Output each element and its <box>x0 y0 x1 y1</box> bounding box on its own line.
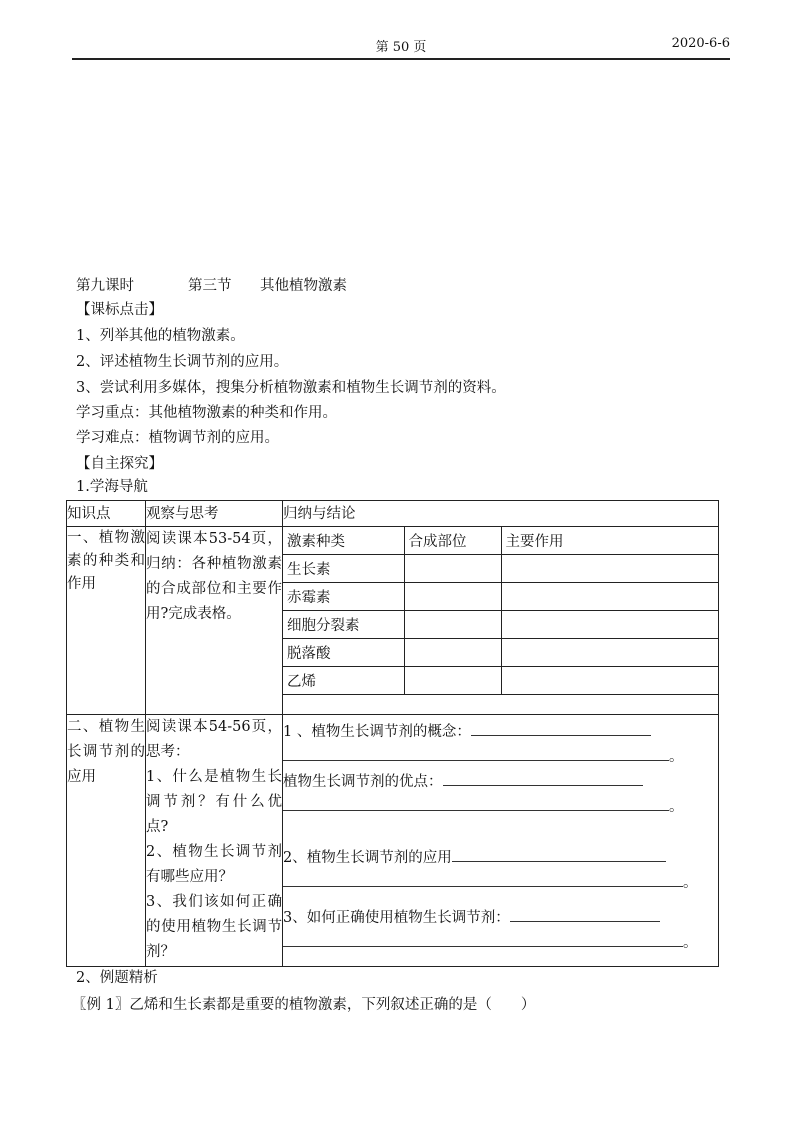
difficult-point: 学习难点：植物调节剂的应用。 <box>76 430 279 446</box>
observe-intro: 阅读课本54-56页，思考： <box>146 719 282 760</box>
advantage-blank[interactable] <box>443 769 643 786</box>
objective-2: 2、评述植物生长调节剂的应用。 <box>76 354 289 370</box>
hormone-table <box>283 527 718 695</box>
header-observe: 观察与思考 <box>146 501 283 527</box>
explore-heading: 【自主探究】 <box>76 456 163 472</box>
answer-line <box>283 930 718 955</box>
answer-line <box>283 794 718 819</box>
page-header <box>72 8 730 60</box>
concept-blank-2[interactable] <box>283 744 669 761</box>
objective-1: 1、列举其他的植物激素。 <box>76 328 245 344</box>
blank-cell[interactable] <box>404 583 501 611</box>
question-2: 2、植物生长调节剂有哪些应用？ <box>146 844 282 885</box>
blank-cell[interactable] <box>501 583 718 611</box>
blank-cell[interactable] <box>404 639 501 667</box>
advantage-label: 植物生长调节剂的优点： <box>283 774 443 790</box>
answer-line <box>283 744 718 769</box>
concept-blank[interactable] <box>471 719 651 736</box>
study-table <box>66 500 719 967</box>
usage-blank-2[interactable] <box>283 930 683 947</box>
period-mark: 。 <box>669 749 684 765</box>
lesson-topic: 其他植物激素 <box>260 278 347 294</box>
concept-label: 1 、植物生长调节剂的概念： <box>283 724 471 740</box>
example-1: 〖例 1〗乙烯和生长素都是重要的植物激素，下列叙述正确的是（ ） <box>72 997 536 1013</box>
objectives-heading: 【课标点击】 <box>76 302 163 318</box>
application-blank-2[interactable] <box>283 870 683 887</box>
header-knowledge: 知识点 <box>67 501 146 527</box>
nav-heading: 1.学海导航 <box>76 479 148 495</box>
blank-cell[interactable] <box>501 611 718 639</box>
application-label: 2、植物生长调节剂的应用 <box>283 850 452 866</box>
blank-cell[interactable] <box>404 667 501 695</box>
hormone-name: 脱落酸 <box>283 639 404 667</box>
observe-cell-2 <box>146 715 283 967</box>
blank-cell[interactable] <box>501 639 718 667</box>
answer-line <box>283 870 718 895</box>
answer-line <box>283 845 718 870</box>
question-3: 3、我们该如何正确的使用植物生长调节剂？ <box>146 894 282 960</box>
inner-header-function: 主要作用 <box>501 527 718 555</box>
observe-cell-1: 阅读课本53-54页，归纳：各种植物激素的合成部位和主要作用?完成表格。 <box>146 527 283 715</box>
table-header-row <box>67 501 719 527</box>
blank-cell[interactable] <box>404 611 501 639</box>
period-mark: 。 <box>669 799 684 815</box>
table-row <box>67 715 719 967</box>
inner-header-site: 合成部位 <box>404 527 501 555</box>
answer-line <box>283 905 718 930</box>
usage-blank[interactable] <box>510 905 660 922</box>
answer-line <box>283 769 718 794</box>
period-mark: 。 <box>683 875 698 891</box>
knowledge-cell-1: 一、植物激素的种类和作用 <box>67 527 146 715</box>
period-mark: 。 <box>683 935 698 951</box>
page-number: 第 50 页 <box>375 40 427 55</box>
hormone-name: 生长素 <box>283 555 404 583</box>
lesson-number: 第九课时 <box>76 278 134 294</box>
hormone-name: 乙烯 <box>283 667 404 695</box>
application-blank[interactable] <box>452 845 666 862</box>
example-heading: 2、例题精析 <box>76 970 158 986</box>
blank-cell[interactable] <box>501 555 718 583</box>
key-point: 学习重点：其他植物激素的种类和作用。 <box>76 405 337 421</box>
lesson-section: 第三节 <box>188 278 232 294</box>
knowledge-cell-2: 二、植物生长调节剂的应用 <box>67 715 146 967</box>
answer-line <box>283 719 718 744</box>
header-conclude: 归纳与结论 <box>283 501 719 527</box>
blank-cell[interactable] <box>404 555 501 583</box>
advantage-blank-2[interactable] <box>283 794 669 811</box>
lesson-title <box>76 276 347 296</box>
objective-3: 3、尝试利用多媒体，搜集分析植物激素和植物生长调节剂的资料。 <box>76 380 506 396</box>
conclude-cell-2 <box>283 715 719 967</box>
hormone-name: 细胞分裂素 <box>283 611 404 639</box>
blank-cell[interactable] <box>501 667 718 695</box>
question-1: 1、什么是植物生长调节剂？有什么优点? <box>146 769 282 835</box>
header-date: 2020-6-6 <box>671 36 730 51</box>
usage-label: 3、如何正确使用植物生长调节剂： <box>283 910 510 926</box>
inner-header-type: 激素种类 <box>283 527 404 555</box>
hormone-name: 赤霉素 <box>283 583 404 611</box>
table-row <box>67 527 719 715</box>
conclude-cell-1 <box>283 527 719 715</box>
